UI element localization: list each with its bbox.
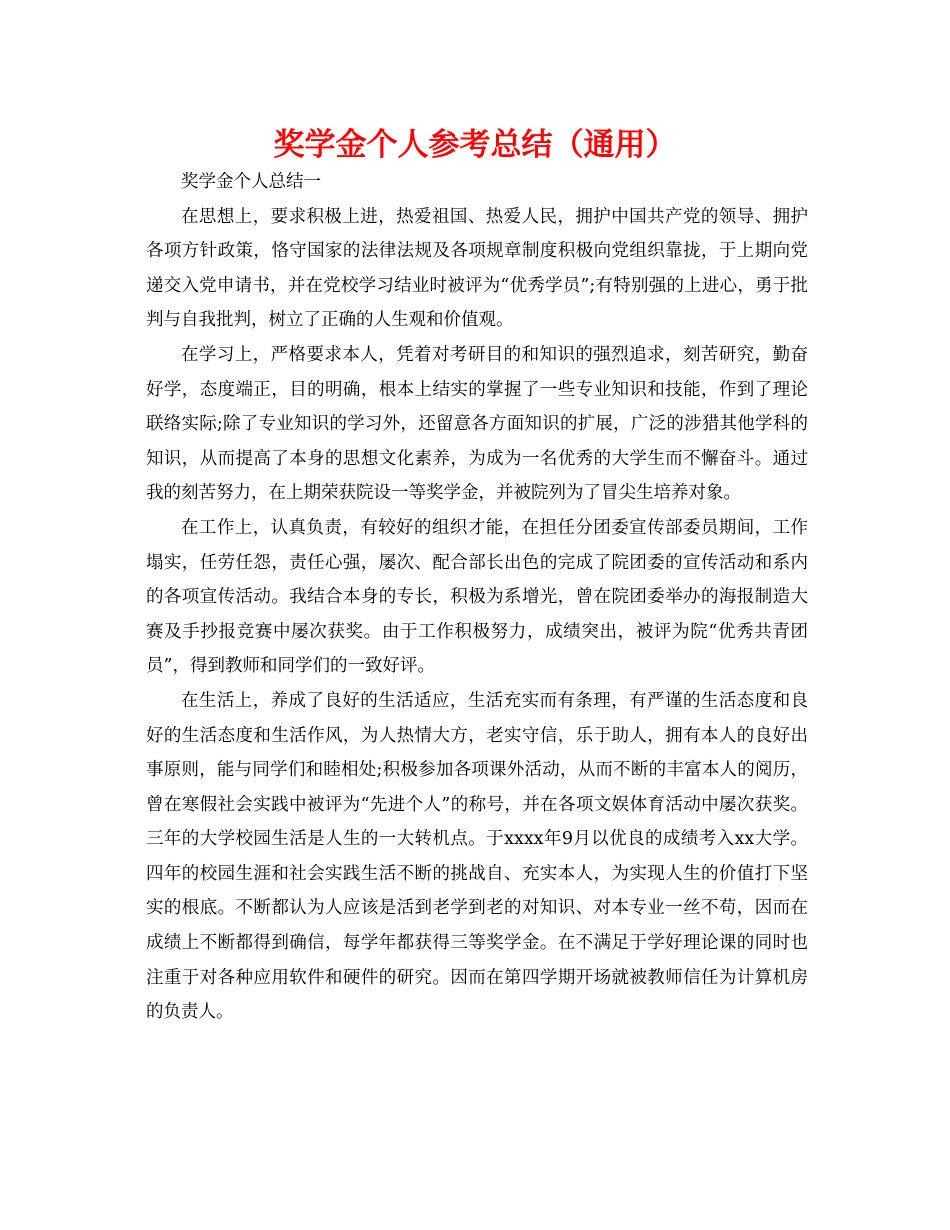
paragraph-ideology: 在思想上，要求积极上进，热爱祖国、热爱人民，拥护中国共产党的领导、拥护各项方针政策，恪守国家的法律法规及各项规章制度积极向党组织靠拢，于上期向党递交入党申请书，并在党校学习结业时被评为“优秀学员”;有特别强的上进心，勇于批判与自我批判，树立了正确的人生观和价值观。	[146, 206, 808, 331]
document-title: 奖学金个人参考总结（通用）	[273, 127, 677, 163]
section-heading: 奖学金个人总结一	[181, 172, 321, 192]
paragraph-work: 在工作上，认真负责，有较好的组织才能，在担任分团委宣传部委员期间，工作塌实，任劳任怨，责任心强，屡次、配合部长出色的完成了院团委的宣传活动和系内的各项宣传活动。我结合本身的专长，积极为系增光，曾在院团委举办的海报制造大赛及手抄报竞赛中屡次获奖。由于工作积极努力，成绩突出，被评为院“优秀共青团员”，得到教师和同学们的一致好评。	[146, 517, 808, 677]
paragraph-life: 在生活上，养成了良好的生活适应，生活充实而有条理，有严谨的生活态度和良好的生活态度和生活作风，为人热情大方，老实守信，乐于助人，拥有本人的良好出事原则，能与同学们和睦相处;积极参加各项课外活动，从而不断的丰富本人的阅历，曾在寒假社会实践中被评为“先进个人”的称号，并在各项文娱体育活动中屡次获奖。三年的大学校园生活是人生的一大转机点。于xxxx年9月以优良的成绩考入xx大学。四年的校园生涯和社会实践生活不断的挑战自、充实本人，为实现人生的价值打下坚实的根底。不断都认为人应该是活到老学到老的对知识、对本专业一丝不苟，因而在成绩上不断都得到确信，每学年都获得三等奖学金。在不满足于学好理论课的同时也注重于对各种应用软件和硬件的研究。因而在第四学期开场就被教师信任为计算机房的负责人。	[146, 690, 808, 1023]
document-body	[146, 165, 808, 1030]
paragraph-study: 在学习上，严格要求本人，凭着对考研目的和知识的强烈追求，刻苦研究，勤奋好学，态度端正，目的明确，根本上结实的掌握了一些专业知识和技能，作到了理论联络实际;除了专业知识的学习外，还留意各方面知识的扩展，广泛的涉猎其他学科的知识，从而提高了本身的思想文化素养，为成为一名优秀的大学生而不懈奋斗。通过我的刻苦努力，在上期荣获院设一等奖学金，并被院列为了冒尖生培养对象。	[146, 344, 808, 504]
